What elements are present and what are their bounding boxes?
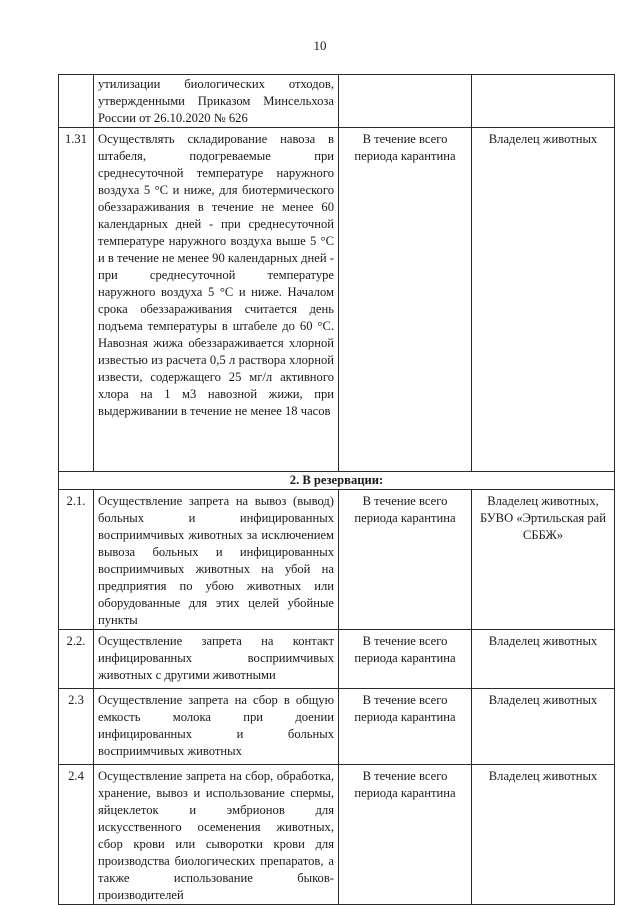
row-number: 2.4 <box>59 765 94 905</box>
row-responsible: Владелец животных, БУВО «Эртильская рай СББЖ» <box>472 490 615 630</box>
measures-table <box>58 74 615 905</box>
section-title: 2. В резервации: <box>59 472 615 490</box>
row-responsible: Владелец животных <box>472 765 615 905</box>
row-number: 1.31 <box>59 128 94 472</box>
page-number: 10 <box>313 38 327 53</box>
row-term: В течение всего периода карантина <box>339 689 472 765</box>
row-term <box>339 75 472 128</box>
row-responsible: Владелец животных <box>472 128 615 472</box>
row-number: 2.2. <box>59 630 94 689</box>
row-responsible: Владелец животных <box>472 630 615 689</box>
row-action: Осуществление запрета на вывоз (вывод) больных и инфицированных восприимчивых животных за исключением вывоза больных и инфицированных восприимчивых животных на убой на предприятия по убою животных или оборудованные для этих целей убойные пункты <box>94 490 339 630</box>
table-row <box>59 630 615 689</box>
table-row <box>59 128 615 472</box>
table-row <box>59 75 615 128</box>
row-number <box>59 75 94 128</box>
row-action: утилизации биологических отходов, утвержденными Приказом Минсельхоза России от 26.10.2020 № 626 <box>94 75 339 128</box>
row-responsible <box>472 75 615 128</box>
row-term: В течение всего периода карантина <box>339 765 472 905</box>
section-header-row <box>59 472 615 490</box>
row-term: В течение всего периода карантина <box>339 128 472 472</box>
row-term: В течение всего периода карантина <box>339 490 472 630</box>
row-number: 2.3 <box>59 689 94 765</box>
row-action: Осуществление запрета на сбор в общую емкость молока при доении инфицированных и больных восприимчивых животных <box>94 689 339 765</box>
row-action: Осуществление запрета на контакт инфицированных восприимчивых животных с другими животными <box>94 630 339 689</box>
row-action: Осуществлять складирование навоза в штабеля, подогреваемые при среднесуточной температуре наружного воздуха 5 °С и ниже, для биотермического обеззараживания в течение не менее 60 календарных дней - при среднесуточной температуре наружного воздуха выше 5 °С и в течение не менее 90 календарных дней - при среднесуточной температуре наружного воздуха 5 °С и ниже. Началом срока обеззараживания считается день подъема температуры в штабеле до 60 °С. Навозная жижа обеззараживается хлорной известью из расчета 0,5 л раствора хлорной извести, содержащего 25 мг/л активного хлора на 1 м3 навозной жижи, при выдерживании в течение не менее 18 часов <box>94 128 339 472</box>
table-row <box>59 689 615 765</box>
row-term: В течение всего периода карантина <box>339 630 472 689</box>
table-row <box>59 765 615 905</box>
row-number: 2.1. <box>59 490 94 630</box>
table-row <box>59 490 615 630</box>
row-action: Осуществление запрета на сбор, обработка, хранение, вывоз и использование спермы, яйцеклеток и эмбрионов для искусственного осеменения животных, сбор крови или сыворотки крови для производства биологических препаратов, а также использование быков-производителей <box>94 765 339 905</box>
row-responsible: Владелец животных <box>472 689 615 765</box>
